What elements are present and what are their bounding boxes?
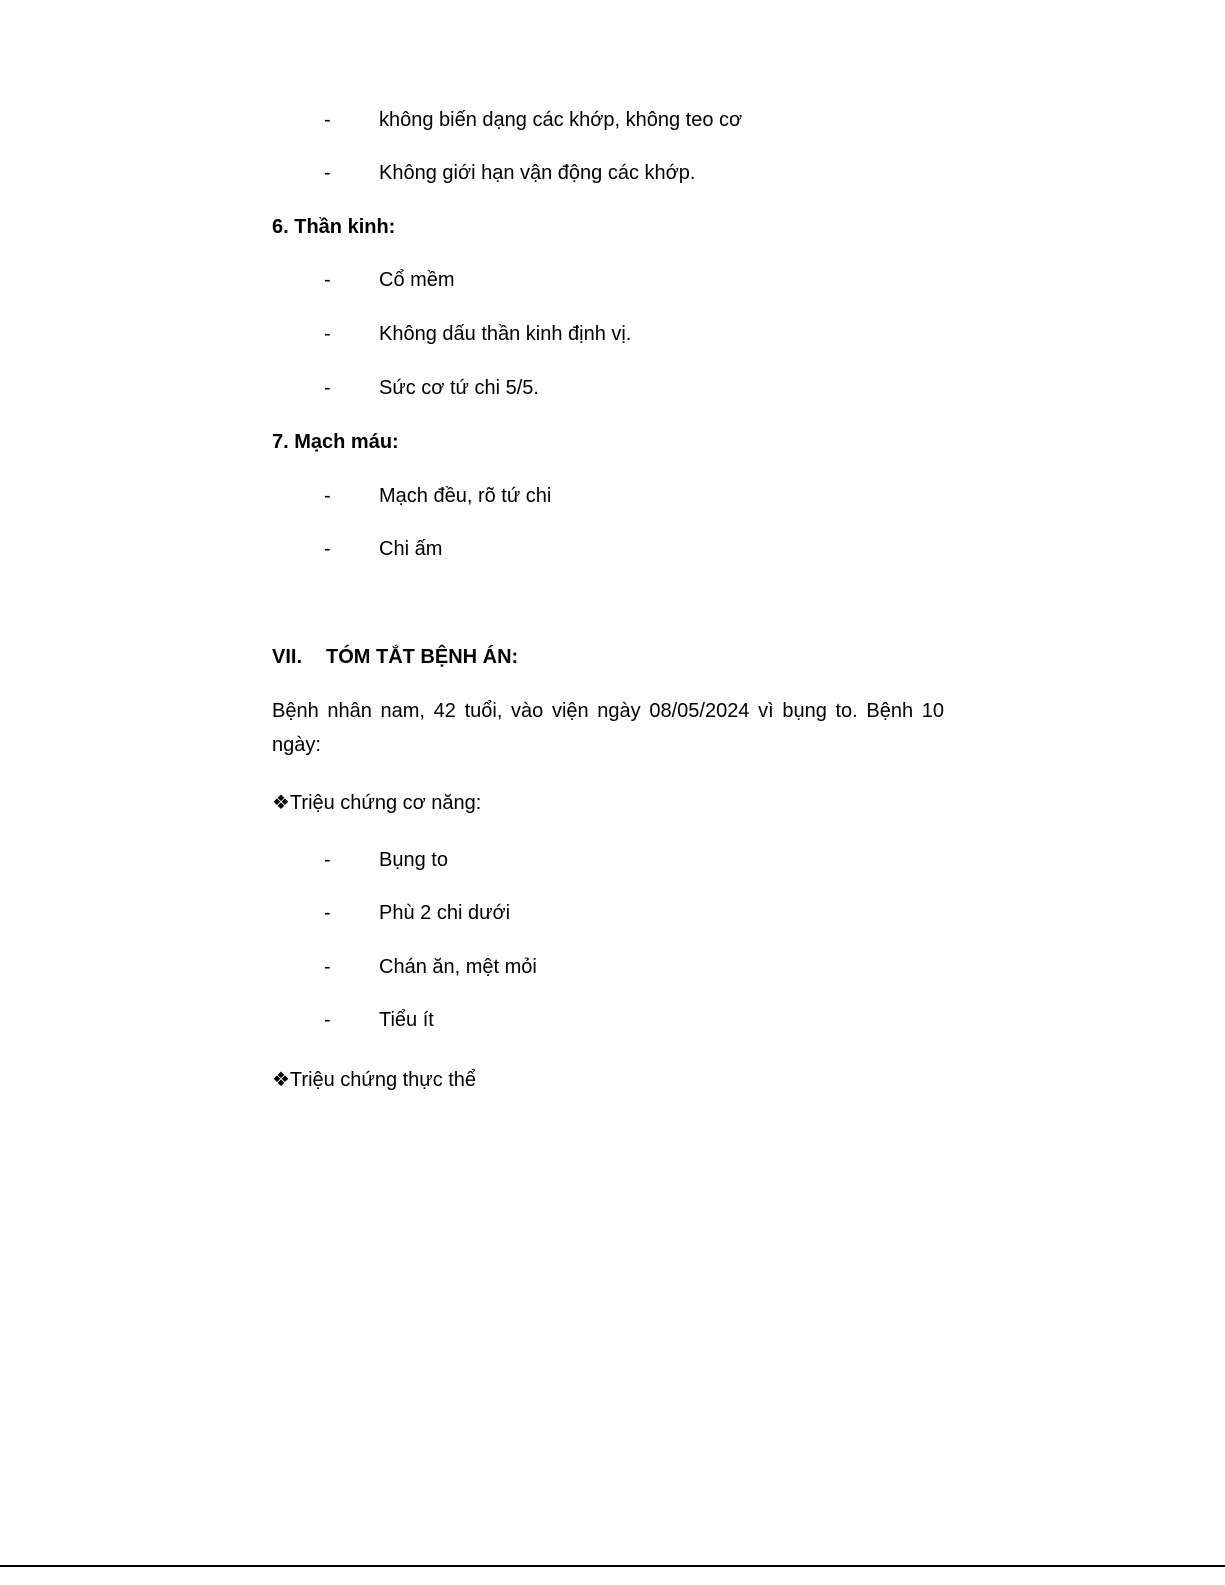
list-item-text: Không giới hạn vận động các khớp. <box>379 162 696 184</box>
functional-symptoms-label: ❖Triệu chứng cơ năng: <box>272 792 482 814</box>
list-dash: - <box>324 902 331 924</box>
page-bottom-rule <box>0 1565 1225 1567</box>
section-number: VII. <box>272 646 303 668</box>
list-dash: - <box>324 377 331 399</box>
list-item-text: Chi ấm <box>379 538 443 560</box>
list-item-text: không biến dạng các khớp, không teo cơ <box>379 109 743 131</box>
section-heading-vascular: 7. Mạch máu: <box>272 431 399 453</box>
summary-paragraph: Bệnh nhân nam, 42 tuổi, vào viện ngày 08/05/2024 vì bụng to. Bệnh 10 ngày: <box>272 700 944 756</box>
list-dash: - <box>324 323 331 345</box>
list-dash: - <box>324 538 331 560</box>
list-dash: - <box>324 485 331 507</box>
list-dash: - <box>324 849 331 871</box>
physical-symptoms-label: ❖Triệu chứng thực thể <box>272 1069 477 1091</box>
list-dash: - <box>324 269 331 291</box>
list-item-text: Cổ mềm <box>379 269 455 291</box>
list-item-text: Mạch đều, rõ tứ chi <box>379 485 552 507</box>
list-item-text: Tiểu ít <box>379 1009 434 1031</box>
list-dash: - <box>324 109 331 131</box>
section-heading-neuro: 6. Thần kinh: <box>272 216 396 238</box>
list-dash: - <box>324 1009 331 1031</box>
list-item-text: Bụng to <box>379 849 448 871</box>
list-dash: - <box>324 956 331 978</box>
list-item-text: Chán ăn, mệt mỏi <box>379 956 537 978</box>
list-item-text: Sức cơ tứ chi 5/5. <box>379 377 539 399</box>
list-item-text: Phù 2 chi dưới <box>379 902 511 924</box>
section-title: TÓM TẮT BỆNH ÁN: <box>326 646 519 668</box>
list-dash: - <box>324 162 331 184</box>
list-item-text: Không dấu thần kinh định vị. <box>379 323 632 345</box>
